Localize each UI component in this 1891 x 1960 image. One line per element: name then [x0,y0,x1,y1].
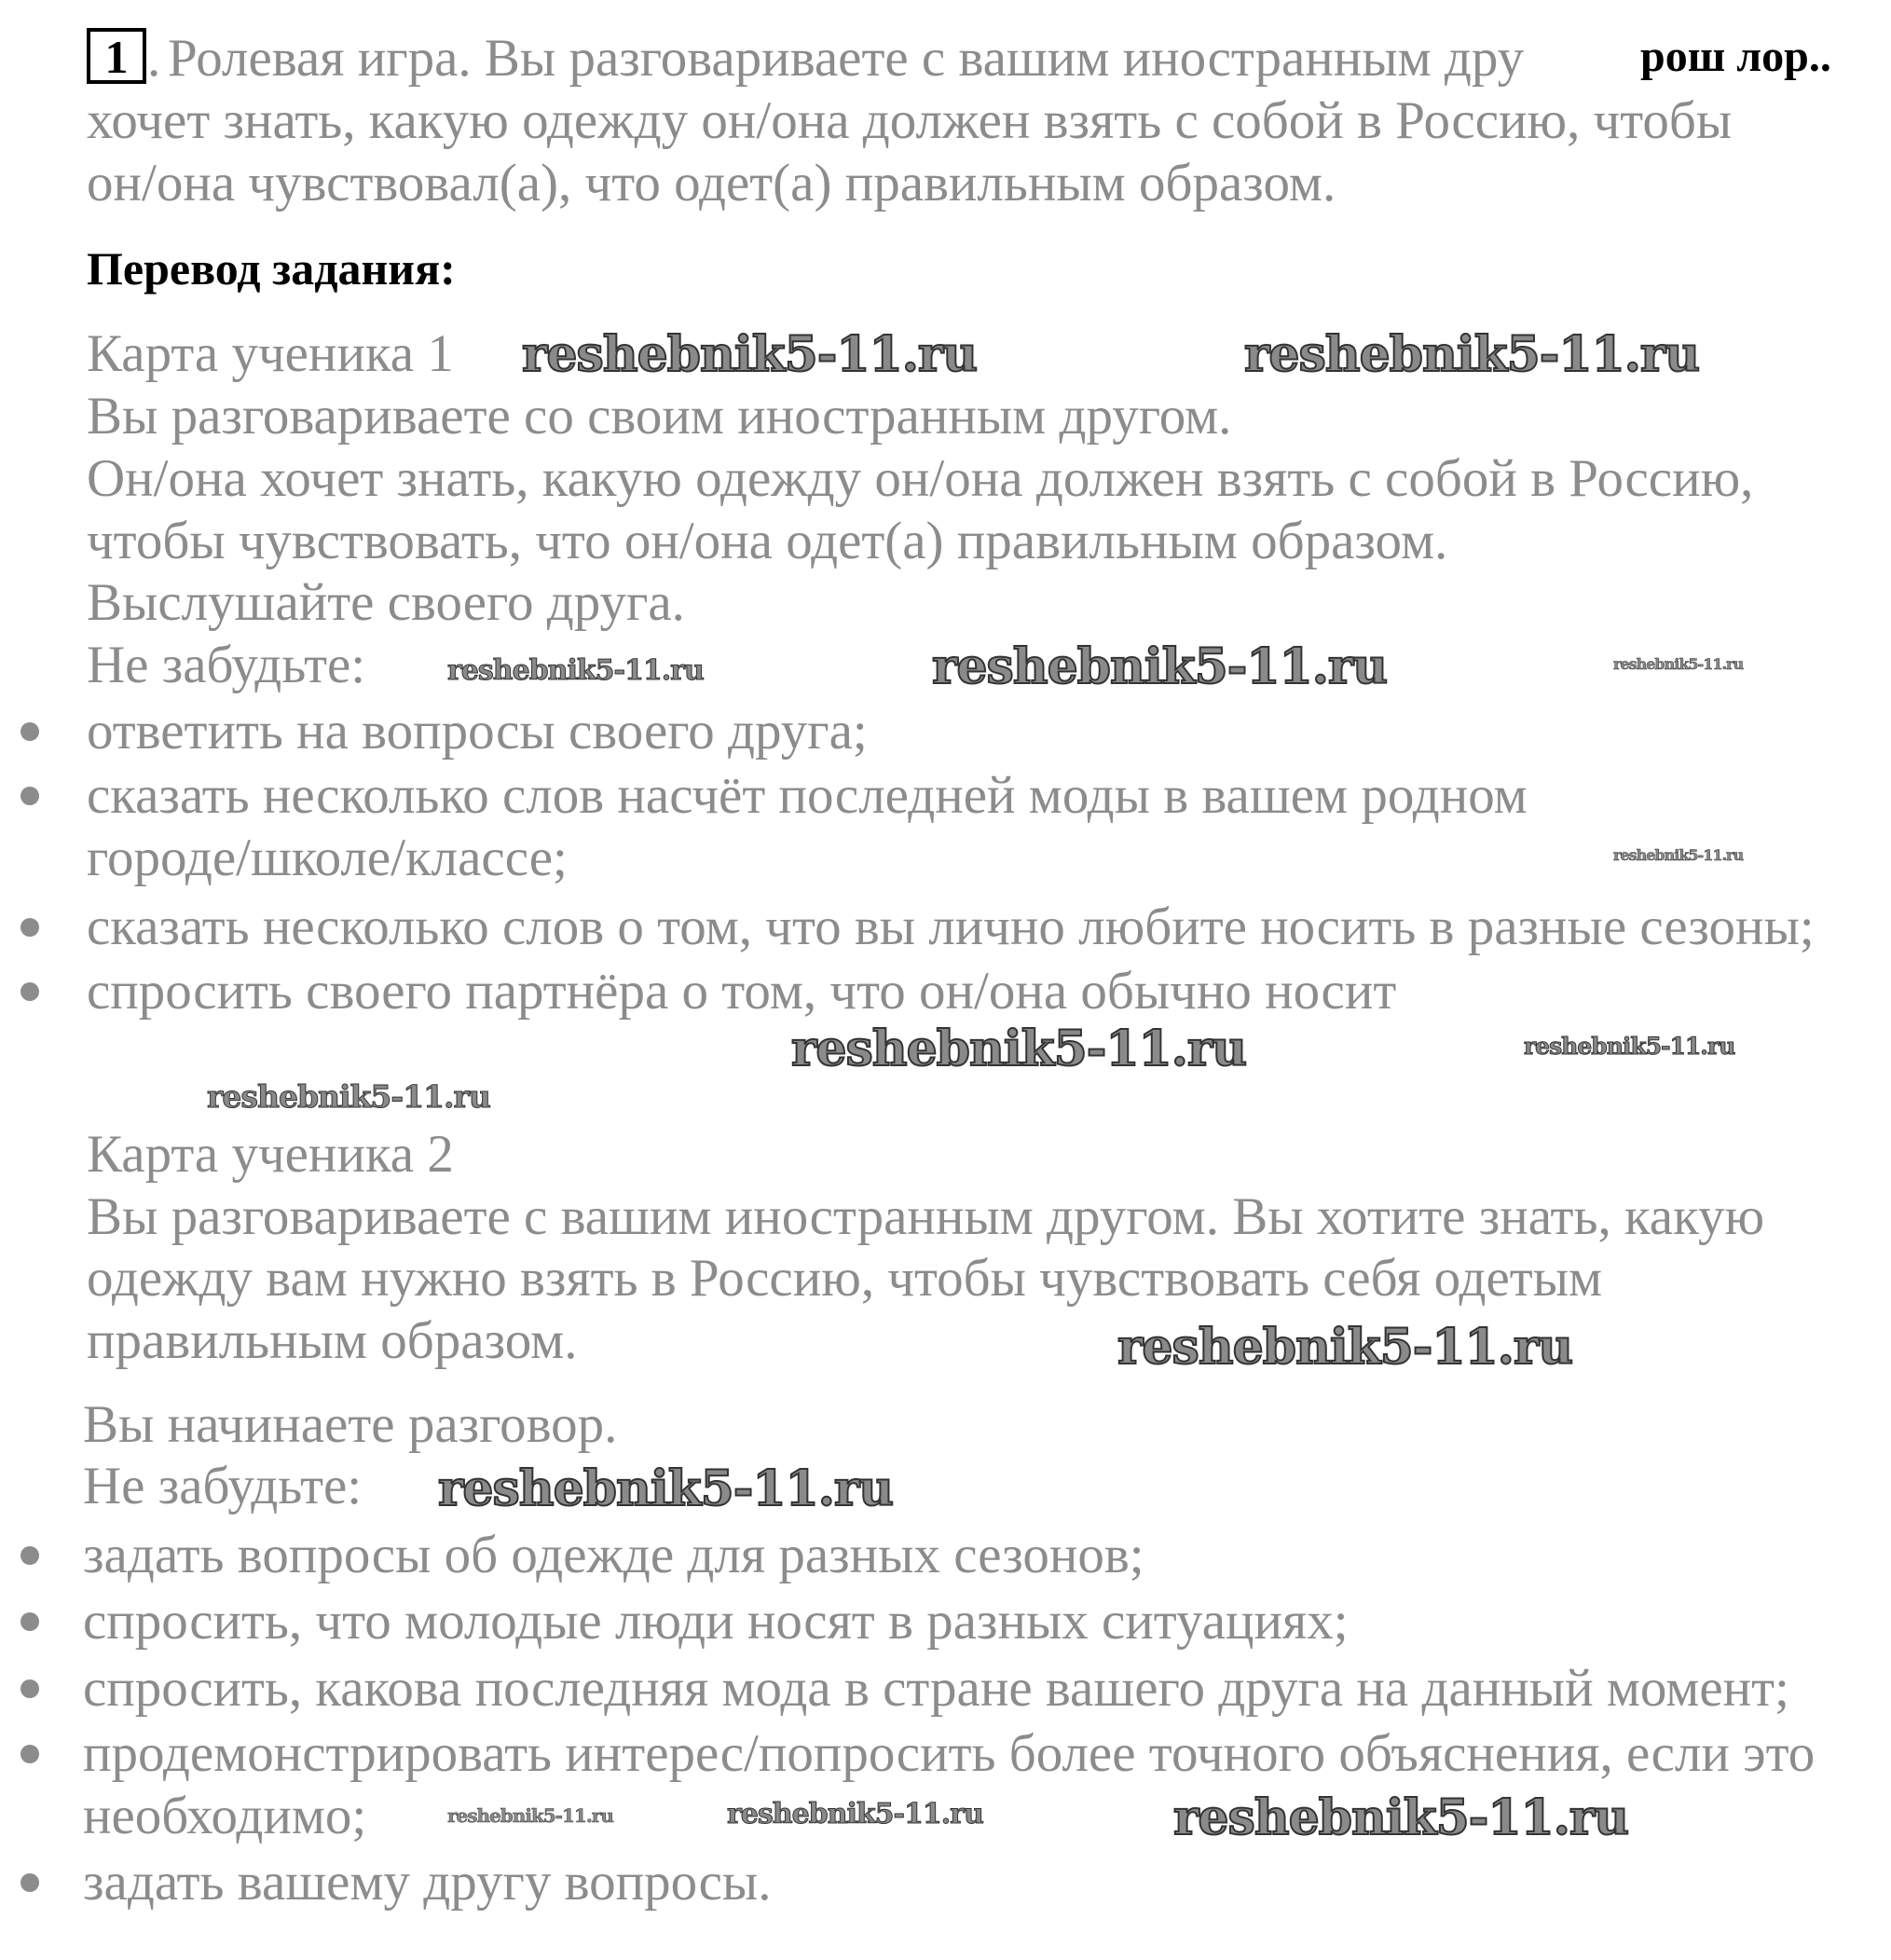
card1-bullet-cont: городе/школе/классе; [87,829,568,887]
card1-line: чтобы чувствовать, что он/она одет(а) правильным образом. [87,512,1448,570]
card2-line: Карта ученика 2 [87,1125,454,1184]
card1-line: Он/она хочет знать, какую одежду он/она должен взять с собой в Россию, [87,449,1754,508]
bullet-icon [21,918,39,937]
card1-line: Выслушайте своего друга. [87,573,685,632]
card1-line: Вы разговариваете со своим иностранным другом. [87,387,1232,445]
card2-bullet: продемонстрировать интерес/попросить более точного объяснения, если это [83,1724,1816,1783]
card1-bullet: сказать несколько слов о том, что вы лично любите носить в разные сезоны; [87,898,1815,956]
task-line: Ролевая игра. Вы разговариваете с вашим иностранным дру [168,29,1525,88]
task-number-text: 1 [104,31,129,83]
watermark: reshebnik5-11.ru [1244,326,1700,383]
task-line: он/она чувствовал(а), что одет(а) правильным образом. [87,154,1336,212]
watermark: reshebnik5-11.ru [1524,1033,1735,1060]
watermark: reshebnik5-11.ru [1613,655,1744,673]
bullet-icon [21,1679,39,1698]
card2-line: Вы начинаете разговор. [83,1395,618,1454]
card1-bullet: сказать несколько слов насчёт последней моды в вашем родном [87,766,1528,825]
watermark: reshebnik5-11.ru [791,1021,1247,1077]
card2-line: правильным образом. [87,1311,578,1370]
card1-line: Не забудьте: [87,636,366,694]
card2-line: одежду вам нужно взять в Россию, чтобы чувствовать себя одетым [87,1249,1603,1308]
card2-bullet: спросить, что молодые люди носят в разных ситуациях; [83,1592,1349,1651]
watermark: reshebnik5-11.ru [932,638,1388,695]
watermark: reshebnik5-11.ru [1173,1789,1629,1846]
watermark: reshebnik5-11.ru [438,1460,894,1517]
watermark: reshebnik5-11.ru [522,326,978,383]
bullet-icon [21,982,39,1001]
watermark: reshebnik5-11.ru [1613,846,1744,864]
card1-bullet: ответить на вопросы своего друга; [87,702,868,761]
watermark: reshebnik5-11.ru [727,1798,983,1830]
watermark: reshebnik5-11.ru [207,1078,490,1115]
task-dot: . [147,29,161,88]
watermark: reshebnik5-11.ru [447,654,704,687]
bullet-icon [21,1745,39,1763]
bullet-icon [21,1546,39,1565]
bullet-icon [21,787,39,805]
card2-line: Вы разговариваете с вашим иностранным другом. Вы хотите знать, какую [87,1187,1765,1246]
card2-bullet: спросить, какова последняя мода в стране вашего друга на данный момент; [83,1659,1789,1718]
bullet-icon [21,1612,39,1631]
card2-bullet: задать вашему другу вопросы. [83,1853,772,1912]
task-line: хочет знать, какую одежду он/она должен взять с собой в Россию, чтобы [87,91,1733,150]
card2-bullet: задать вопросы об одежде для разных сезонов; [83,1526,1144,1584]
bullet-icon [21,1873,39,1892]
task-number [87,28,146,84]
card1-line: Карта ученика 1 [87,324,454,383]
watermark: reshebnik5-11.ru [1117,1319,1573,1376]
card1-bullet: спросить своего партнёра о том, что он/она обычно носит [87,962,1397,1021]
card2-bullet-cont: необходимо; [83,1787,367,1845]
watermark-fragment: рош лор.. [1640,32,1831,81]
translation-heading: Перевод задания: [87,242,456,295]
watermark: reshebnik5-11.ru [447,1804,613,1827]
bullet-icon [21,722,39,741]
card2-line: Не забудьте: [83,1457,363,1515]
